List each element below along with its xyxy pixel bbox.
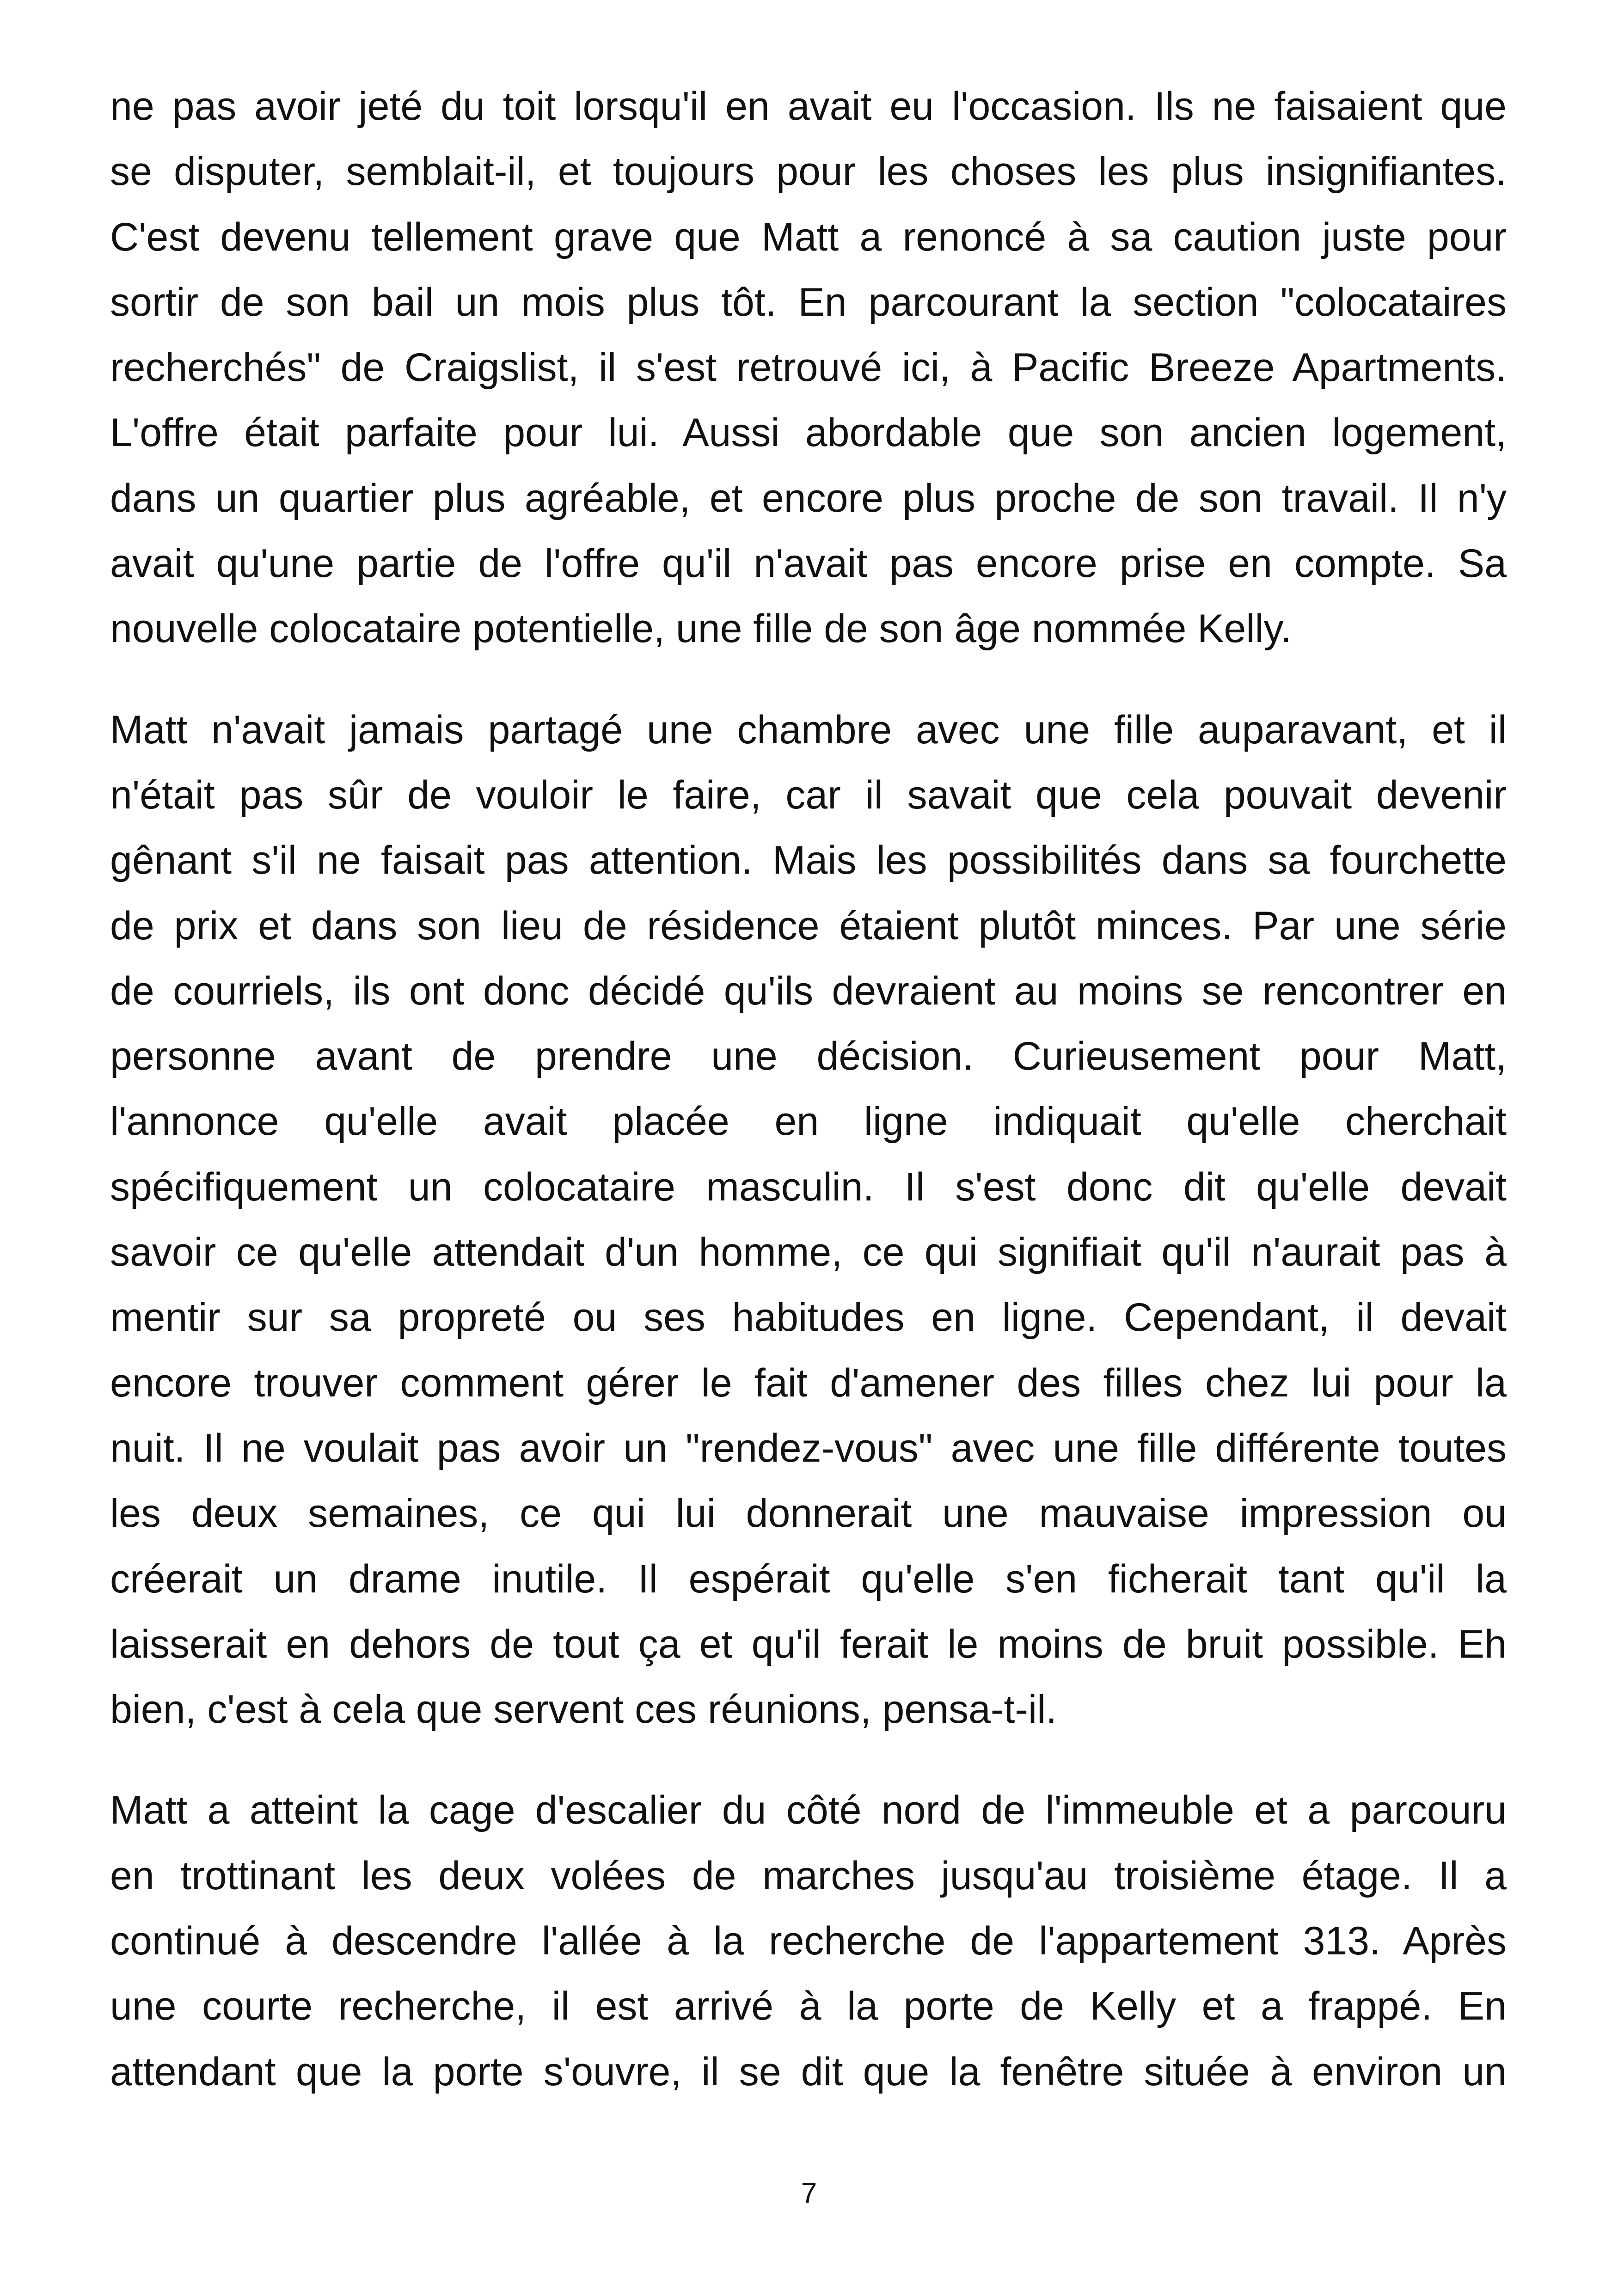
text-line: gênant s'il ne faisait pas attention. Mais les possibilités dans sa fourchette <box>110 838 1507 883</box>
text-line: créerait un drame inutile. Il espérait qu'elle s'en ficherait tant qu'il la <box>110 1556 1507 1601</box>
text-line: recherchés" de Craigslist, il s'est retrouvé ici, à Pacific Breeze Apartments. <box>110 345 1507 390</box>
text-line: laisserait en dehors de tout ça et qu'il ferait le moins de bruit possible. Eh <box>110 1622 1507 1666</box>
text-line: Matt a atteint la cage d'escalier du côté nord de l'immeuble et a parcouru <box>110 1788 1507 1833</box>
text-line: Matt n'avait jamais partagé une chambre avec une fille auparavant, et il <box>110 707 1507 752</box>
text-line: dans un quartier plus agréable, et encore plus proche de son travail. Il n'y <box>110 476 1507 520</box>
text-line: de courriels, ils ont donc décidé qu'ils devraient au moins se rencontrer en <box>110 968 1507 1013</box>
text-line: l'annonce qu'elle avait placée en ligne indiquait qu'elle cherchait <box>110 1099 1507 1144</box>
paragraph-2 <box>110 698 1507 1743</box>
page-number: 7 <box>801 2177 817 2209</box>
text-line: attendant que la porte s'ouvre, il se dit que la fenêtre située à environ un <box>110 2049 1507 2094</box>
text-line: ne pas avoir jeté du toit lorsqu'il en avait eu l'occasion. Ils ne faisaient que <box>110 84 1507 129</box>
text-line: C'est devenu tellement grave que Matt a renoncé à sa caution juste pour <box>110 214 1507 259</box>
text-line: personne avant de prendre une décision. Curieusement pour Matt, <box>110 1034 1507 1079</box>
text-line: continué à descendre l'allée à la recherche de l'appartement 313. Après <box>110 1919 1507 1964</box>
text-line: savoir ce qu'elle attendait d'un homme, ce qui signifiait qu'il n'aurait pas à <box>110 1230 1507 1275</box>
text-line: spécifiquement un colocataire masculin. Il s'est donc dit qu'elle devait <box>110 1164 1507 1209</box>
text-line: de prix et dans son lieu de résidence étaient plutôt minces. Par une série <box>110 903 1507 948</box>
text-line: se disputer, semblait-il, et toujours pour les choses les plus insignifiantes. <box>110 149 1507 194</box>
text-line: bien, c'est à cela que servent ces réunions, pensa-t-il. <box>110 1687 1057 1732</box>
text-line: sortir de son bail un mois plus tôt. En parcourant la section "colocataires <box>110 280 1507 325</box>
text-line: avait qu'une partie de l'offre qu'il n'avait pas encore prise en compte. Sa <box>110 541 1507 586</box>
text-line: en trottinant les deux volées de marches jusqu'au troisième étage. Il a <box>110 1853 1507 1898</box>
text-line: encore trouver comment gérer le fait d'amener des filles chez lui pour la <box>110 1360 1507 1405</box>
paragraph-1 <box>110 74 1507 662</box>
text-line: mentir sur sa propreté ou ses habitudes en ligne. Cependant, il devait <box>110 1295 1507 1340</box>
text-line: L'offre était parfaite pour lui. Aussi abordable que son ancien logement, <box>110 410 1507 455</box>
body-text <box>110 74 1507 2140</box>
text-line: nuit. Il ne voulait pas avoir un "rendez-vous" avec une fille différente toutes <box>110 1426 1507 1470</box>
text-line: nouvelle colocataire potentielle, une fille de son âge nommée Kelly. <box>110 606 1292 651</box>
text-line: n'était pas sûr de vouloir le faire, car il savait que cela pouvait devenir <box>110 772 1507 817</box>
text-line: les deux semaines, ce qui lui donnerait une mauvaise impression ou <box>110 1491 1507 1536</box>
text-line: une courte recherche, il est arrivé à la porte de Kelly et a frappé. En <box>110 1984 1507 2029</box>
paragraph-3 <box>110 1778 1507 2104</box>
